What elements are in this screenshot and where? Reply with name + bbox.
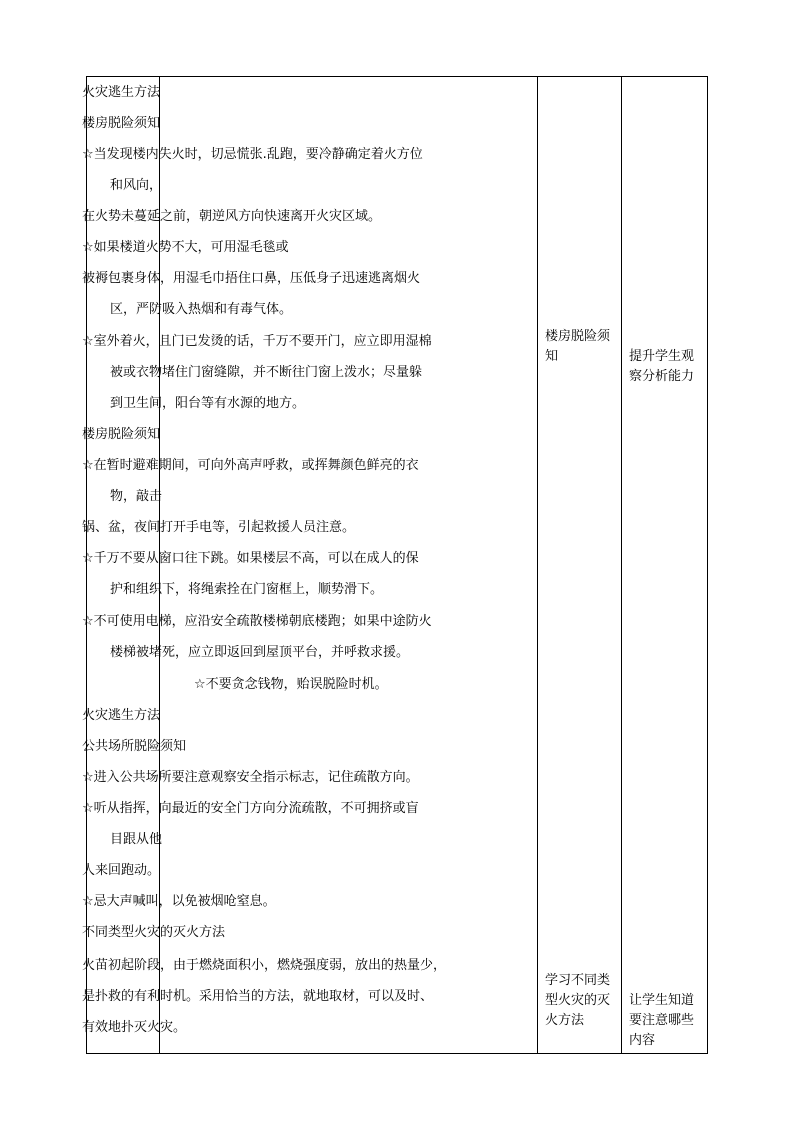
- body-line: 在火势未蔓延之前，朝逆风方向快速离开火灾区域。: [82, 209, 382, 224]
- body-line: 人来回跑动。: [82, 863, 161, 878]
- purpose-cell-1: [629, 347, 694, 387]
- column-divider-3: [621, 77, 622, 1053]
- activity-cell-2-line: 火方法: [545, 1013, 585, 1028]
- tip-line: ☆不可使用电梯，应沿安全疏散楼梯朝底楼跑；如果中途防火: [82, 614, 432, 629]
- tip-line: ☆如果楼道火势不大，可用湿毛毯或: [82, 240, 289, 255]
- tip-line: 物，敲击: [110, 489, 163, 504]
- column-divider-2: [537, 77, 538, 1053]
- tip-line: 护和组织下，将绳索拴在门窗框上，顺势滑下。: [110, 582, 384, 597]
- tip-line: ☆当发现楼内失火时，切忌慌张.乱跑，要冷静确定着火方位: [82, 147, 423, 162]
- subsection-heading: 楼房脱险须知: [82, 427, 161, 442]
- body-line: 锅、盆，夜间打开手电等，引起救援人员注意。: [82, 520, 356, 535]
- purpose-cell-1-line: 提升学生观: [629, 349, 695, 364]
- section-heading: 不同类型火灾的灭火方法: [82, 925, 226, 940]
- subsection-heading: 公共场所脱险须知: [82, 739, 187, 754]
- tip-line: ☆听从指挥，向最近的安全门方向分流疏散，不可拥挤或盲: [82, 801, 419, 816]
- tip-line: 被或衣物堵住门窗缝隙，并不断往门窗上泼水；尽量躲: [110, 365, 423, 380]
- purpose-cell-2-line: 要注意哪些: [629, 1013, 695, 1028]
- body-line: 有效地扑灭火灾。: [82, 1020, 187, 1035]
- activity-cell-2-line: 学习不同类: [545, 973, 611, 988]
- tip-line: 目跟从他: [110, 832, 163, 847]
- body-line: 火苗初起阶段，由于燃烧面积小，燃烧强度弱，放出的热量少，: [82, 958, 447, 973]
- tip-line: ☆室外着火，且门已发烫的话，千万不要开门，应立即用湿棉: [82, 334, 432, 349]
- tip-line: 楼梯被堵死，应立即返回到屋顶平台，并呼救求援。: [110, 645, 410, 660]
- purpose-cell-1-line: 察分析能力: [629, 369, 695, 384]
- activity-cell-2: [545, 971, 610, 1031]
- purpose-cell-2-line: 内容: [629, 1033, 656, 1048]
- tip-line: ☆千万不要从窗口往下跳。如果楼层不高，可以在成人的保: [82, 551, 419, 566]
- tip-line: 到卫生间，阳台等有水源的地方。: [110, 396, 306, 411]
- activity-cell-1-line: 知: [545, 349, 559, 364]
- activity-cell-2-line: 型火灾的灭: [545, 993, 611, 1008]
- tip-line: 和风向，: [110, 178, 163, 193]
- body-line: 区，严防吸入热烟和有毒气体。: [110, 302, 293, 317]
- purpose-cell-2: [629, 991, 694, 1051]
- tip-line: ☆不要贪念钱物，贻误脱险时机。: [194, 677, 388, 692]
- body-line: 是扑救的有利时机。采用恰当的方法，就地取材，可以及时、: [82, 989, 434, 1004]
- tip-line: ☆忌大声喊叫，以免被烟呛窒息。: [82, 894, 276, 909]
- tip-line: ☆进入公共场所要注意观察安全指示标志，记住疏散方向。: [82, 770, 419, 785]
- activity-cell-1-line: 楼房脱险须: [545, 329, 611, 344]
- section-heading: 火灾逃生方法: [82, 708, 161, 723]
- activity-cell-1: [545, 327, 610, 367]
- section-heading: 火灾逃生方法: [82, 85, 161, 100]
- purpose-cell-2-line: 让学生知道: [629, 993, 695, 1008]
- body-line: 被褥包裹身体，用湿毛巾捂住口鼻，压低身子迅速逃离烟火: [82, 271, 421, 286]
- tip-line: ☆在暂时避难期间，可向外高声呼救，或挥舞颜色鲜亮的衣: [82, 458, 419, 473]
- subsection-heading: 楼房脱险须知: [82, 116, 161, 131]
